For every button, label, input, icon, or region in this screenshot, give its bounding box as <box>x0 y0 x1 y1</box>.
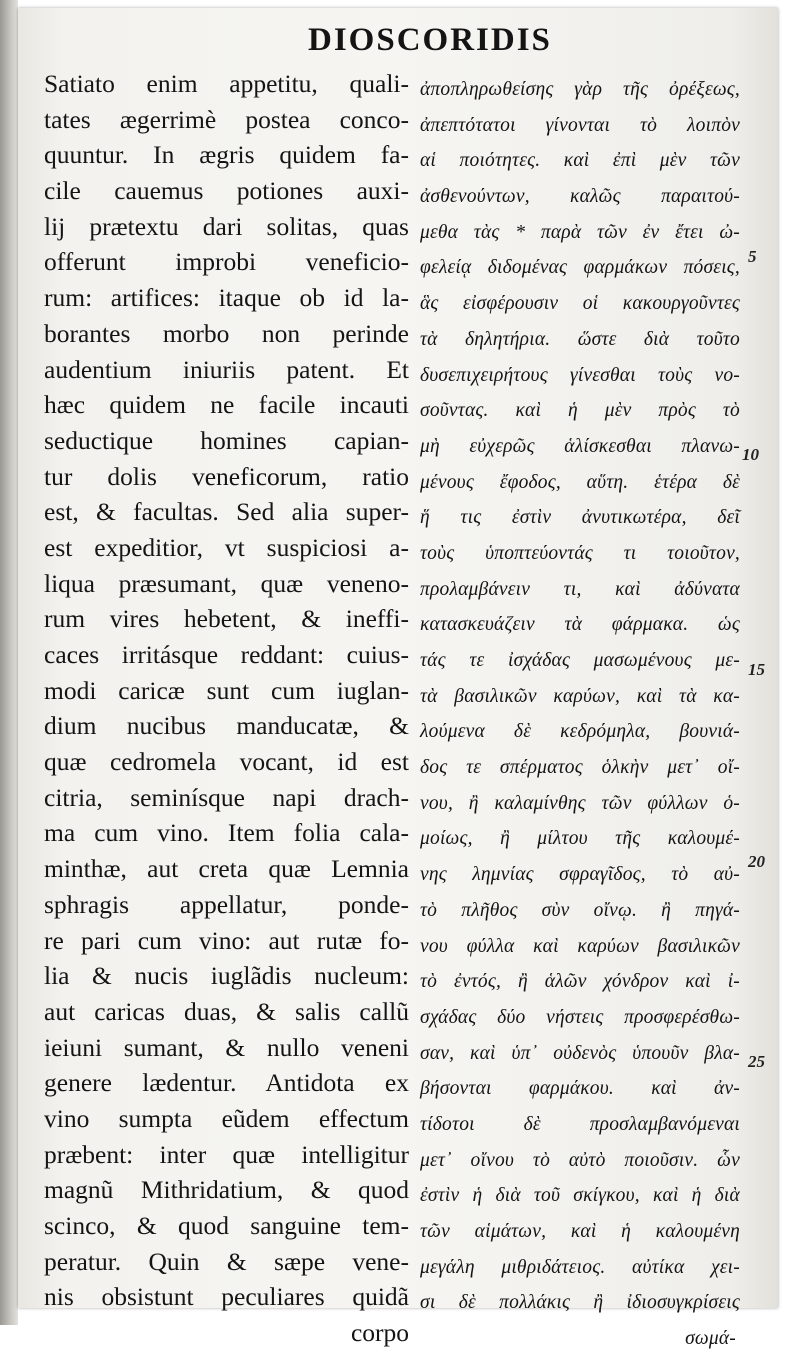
greek-text-line: ἀποπληρωθείσης γὰρ τῆς ὀρέξεως, <box>420 79 740 100</box>
latin-text-line: rum vires hebetent, & ineffi- <box>44 604 409 634</box>
latin-text-line: lia & nucis iuglãdis nucleum: <box>44 961 409 991</box>
greek-text-line: ἀσθενούντων, καλῶς παραιτού- <box>420 186 740 208</box>
greek-text-line: νου, ἢ καλαμίνθης τῶν φύλλων ὁ- <box>420 792 740 814</box>
latin-text-line: quuntur. In ægris quidem fa- <box>44 140 409 170</box>
greek-text-line: δος τε σπέρματος ὁλκὴν μετ᾽ οἴ- <box>420 757 740 779</box>
latin-text-line: ieiuni sumant, & nullo veneni <box>44 1032 409 1062</box>
greek-text-line: τῶν αἱμάτων, καὶ ἡ καλουμένη <box>420 1221 740 1242</box>
greek-text-line: φελείᾳ διδομένας φαρμάκων πόσεις, <box>420 257 740 279</box>
latin-text-line: borantes morbo non perinde <box>44 318 409 348</box>
latin-text-line: genere lædentur. Antidota ex <box>44 1068 409 1098</box>
greek-text-line: τὸ πλῆθος σὺν οἴνῳ. ἢ πηγά- <box>420 899 740 921</box>
latin-text-line: cile cauemus potiones auxi- <box>44 176 409 206</box>
greek-text-line: μεγάλη μιθριδάτειος. αὐτίκα χει- <box>420 1256 740 1278</box>
latin-text-line: nis obsistunt peculiares quidã <box>44 1282 409 1312</box>
greek-text-line: προλαμβάνειν τι, καὶ ἀδύνατα <box>420 578 740 600</box>
greek-text-line: βήσονται φαρμάκου. καὶ ἀν- <box>420 1078 740 1100</box>
latin-text-line: tur dolis veneficorum, ratio <box>44 461 409 491</box>
latin-text-line: hæc quidem ne facile incauti <box>44 390 409 420</box>
greek-text-line: σοῦντας. καὶ ἡ μὲν πρὸς τὸ <box>420 400 740 422</box>
greek-text-line: τὰ βασιλικῶν καρύων, καὶ τὰ κα- <box>420 685 740 707</box>
latin-text-line: rum: artifices: itaque ob id la- <box>44 283 409 313</box>
latin-text-line: peratur. Quin & sæpe vene- <box>44 1246 409 1276</box>
margin-line-number: 25 <box>748 1052 765 1071</box>
greek-text-line: ἐστὶν ἡ διὰ τοῦ σκίγκου, καὶ ἡ διὰ <box>420 1185 740 1207</box>
greek-text-line: τὸ ἐντός, ἢ ἁλῶν χόνδρον καὶ ἰ- <box>420 971 740 993</box>
margin-line-number: 10 <box>742 445 759 464</box>
latin-text-line: dium nucibus manducatæ, & <box>44 711 409 741</box>
latin-text-line: lij prætextu dari solitas, quas <box>44 211 409 241</box>
greek-text-line: νου φύλλα καὶ καρύων βασιλικῶν <box>420 935 740 957</box>
margin-line-number: 5 <box>748 247 757 266</box>
latin-text-line: est, & facultas. Sed alia super- <box>44 497 409 527</box>
latin-text-line: ma cum vino. Item folia cala- <box>44 818 409 848</box>
latin-column <box>44 66 409 1351</box>
latin-text-line: audentium iniuriis patent. Et <box>44 354 409 384</box>
greek-text-line: σχάδας δύο νήστεις προσφερέσθω- <box>420 1006 740 1028</box>
latin-text-line: sphragis appellatur, ponde- <box>44 889 409 919</box>
greek-text-line: ἃς εἰσφέρουσιν οἱ κακουργοῦντες <box>420 293 740 315</box>
page-gutter-shadow <box>0 0 18 1325</box>
latin-text-line: modi caricæ sunt cum iuglan- <box>44 675 409 705</box>
greek-text-line: σαν, καὶ ὑπ᾽ οὐδενὸς ὑπουῦν βλα- <box>420 1042 740 1064</box>
latin-text-line: offerunt improbi veneficio- <box>44 247 409 277</box>
greek-column <box>420 72 740 1357</box>
latin-text-line: citria, seminísque napi drach- <box>44 782 409 812</box>
latin-text-line: minthæ, aut creta quæ Lemnia <box>44 854 409 884</box>
greek-text-line: τὰ δηλητήρια. ὥστε διὰ τοῦτο <box>420 328 740 350</box>
latin-text-line: re pari cum vino: aut rutæ fo- <box>44 925 409 955</box>
greek-text-line: λούμενα δὲ κεδρόμηλα, βουνιά- <box>420 721 740 743</box>
latin-text-line: corpo <box>350 1318 409 1348</box>
greek-text-line: μοίως, ἢ μίλτου τῆς καλουμέ- <box>420 828 740 850</box>
latin-text-line: seductique homines capian- <box>44 425 409 455</box>
greek-text-line: σι δὲ πολλάκις ἢ ἰδιοσυγκρίσεις <box>420 1292 740 1314</box>
greek-text-line: ἀπεπτότατοι γίνονται τὸ λοιπὸν <box>420 114 740 136</box>
greek-text-line: αἱ ποιότητες. καὶ ἐπὶ μὲν τῶν <box>420 150 740 172</box>
latin-text-line: aut caricas duas, & salis callũ <box>44 996 409 1026</box>
latin-text-line: quæ cedromela vocant, id est <box>44 747 409 777</box>
latin-text-line: tates ægerrimè postea conco- <box>44 104 409 134</box>
latin-text-line: magnũ Mithridatium, & quod <box>44 1175 409 1205</box>
greek-text-line: κατασκευάζειν τὰ φάρμακα. ὡς <box>420 614 740 636</box>
greek-text-line: τάς τε ἰσχάδας μασωμένους με- <box>420 650 740 671</box>
latin-text-line: est expeditior, vt suspiciosi a- <box>44 532 409 562</box>
greek-text-line: μεθα τὰς * παρὰ τῶν ἐν ἔτει ὠ- <box>420 221 740 243</box>
greek-text-line: μὴ εὐχερῶς ἁλίσκεσθαι πλανω- <box>420 435 740 457</box>
greek-text-line: μένους ἔφοδος, αὕτη. ἑτέρα δὲ <box>420 471 740 493</box>
latin-text-line: præbent: inter quæ intelligitur <box>44 1139 409 1169</box>
latin-text-line: scinco, & quod sanguine tem- <box>44 1211 409 1240</box>
greek-text-line: δυσεπιχειρήτους γίνεσθαι τοὺς νο- <box>420 364 740 386</box>
greek-text-line: νης λημνίας σφραγῖδος, τὸ αὐ- <box>420 864 740 886</box>
latin-text-line: Satiato enim appetitu, quali- <box>44 69 409 98</box>
greek-text-line: ἥ τις ἐστὶν ἀνυτικωτέρα, δεῖ <box>420 507 740 529</box>
margin-line-number: 20 <box>748 852 765 871</box>
greek-text-line: τοὺς ὑποπτεύοντάς τι τοιοῦτον, <box>420 542 740 564</box>
latin-text-line: caces irritásque reddant: cuius- <box>44 640 409 669</box>
running-head: DIOSCORIDIS <box>308 22 552 58</box>
latin-text-line: vino sumpta eũdem effectum <box>44 1103 409 1133</box>
latin-text-line: liqua præsumant, quæ veneno- <box>44 568 409 598</box>
greek-text-line: τίδοτοι δὲ προσλαμβανόμεναι <box>420 1113 740 1135</box>
greek-text-line: σωμά- <box>685 1328 736 1350</box>
margin-line-number: 15 <box>748 660 765 679</box>
greek-text-line: μετ᾽ οἴνου τὸ αὐτὸ ποιοῦσιν. ὧν <box>420 1149 740 1171</box>
